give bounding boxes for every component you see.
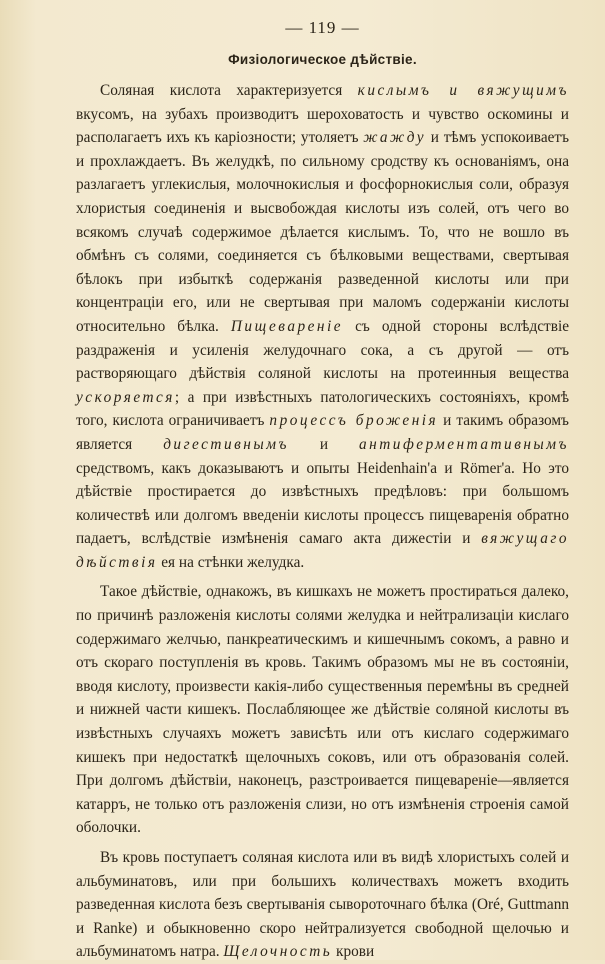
body-text-run: Въ кровь поступаетъ соляная кислота или въ видѣ хлористыхъ солей и альбуминатовъ, или при большихъ количествахъ можетъ входить разведенная кислота безъ свертыванiя сывороточнаго бѣлка (Oré, Guttmann и Ranke) и обыкновенно скоро нейтрализуется свободной щелочью и альбуминатомъ натра. [76,849,569,961]
emphasis-text: Щелочность [223,943,333,961]
page-number: — 119 — [285,18,360,37]
emphasis-text: ускоряется [76,388,175,406]
emphasis-text: Пищеваренiе [230,317,344,335]
paragraph [76,580,569,840]
emphasis-text: жажду [363,129,427,147]
body-text-run: съ одной стороны вслѣдствiе раздраженiя и усиленiя желудочнаго сока, а съ другой — отъ растворяющаго дѣйствiя соляной кислоты на протеинныя вещества [76,317,569,383]
paragraph [76,846,569,964]
body-text-run: Соляная кислота характеризуется [100,82,358,99]
body-text [76,79,569,964]
body-text-run: ея на стѣнки желудка. [157,553,305,571]
section-title: Физiологическое дѣйствiе. [228,52,417,67]
body-text-run: крови [332,943,375,961]
body-text-run: вкусомъ, на зубахъ производитъ шероховатость и чувство оскомины и располагаетъ ихъ къ карiозности; утоляетъ [76,105,569,147]
body-text-run: и тѣмъ успокоиваетъ и прохлаждаетъ. Въ желудкѣ, по сильному сродству къ основанiямъ, она разлагаетъ углекислыя, молочнокислыя и фосфорнокислыя соли, образуя хлористыя соединенiя и высвобождая кислоты изъ солей, отъ чего во всякомъ случаѣ содержимое дѣлается кислымъ. То, что не вошло въ обмѣнъ съ солями, соединяется съ бѣлковыми веществами, свертывая бѣлокъ при избыткѣ содержанiя разведенной кислоты или при концентрацiи его, или не свертывая при маломъ содержанiи кислоты относительно бѣлка. [76,129,569,335]
body-text-run: ; а при извѣстныхъ патологическихъ состоянiяхъ, кромѣ того, кислота ограничиваетъ [76,388,569,430]
body-text-run: средствомъ, какъ доказываютъ и опыты Heidenhain'a и Römer'a. Но это дѣйствiе простирается до извѣстныхъ предѣловъ: при большомъ количествѣ или долгомъ введенiи кислоты процессъ пищеваренiя обратно падаетъ, вслѣдствiе измѣненiя самаго акта дижестiи и [76,459,569,548]
emphasis-text: вяжущаго дѣйствiя [76,530,569,571]
emphasis-text: дигестивнымъ [163,435,289,453]
paragraph [76,79,569,574]
body-text-run: и такимъ образомъ является [76,412,569,453]
emphasis-text: кислымъ и вяжущимъ [357,82,569,99]
body-text-run: и [288,435,360,453]
emphasis-text: антиферментативнымъ [359,435,569,453]
body-text-run: Такое дѣйствiе, однакожъ, въ кишкахъ не можетъ простираться далеко, по причинѣ разложенiя кислоты солями желудка и нейтрализацiи кислаго содержимаго желчью, панкреатическимъ и кишечнымъ сокомъ, а равно и отъ скораго поступленiя въ кровь. Такимъ образомъ мы не въ состоянiи, вводя кислоту, произвести какiя-либо существенныя перемѣны въ средней и нижней части кишекъ. Послабляющее же дѣйствiе соляной кислоты въ извѣстныхъ случаяхъ можетъ зависѣть или отъ кислаго содержимаго кишекъ при недостаткѣ щелочныхъ соковъ, или отъ образованiя солей. При долгомъ дѣйствiи, наконецъ, разстроивается пищеваренiе—является катарръ, не только отъ разложенiя слизи, но отъ измѣненiя строенiя самой оболочки. [76,583,569,837]
emphasis-text: процессъ броженiя [269,412,439,430]
